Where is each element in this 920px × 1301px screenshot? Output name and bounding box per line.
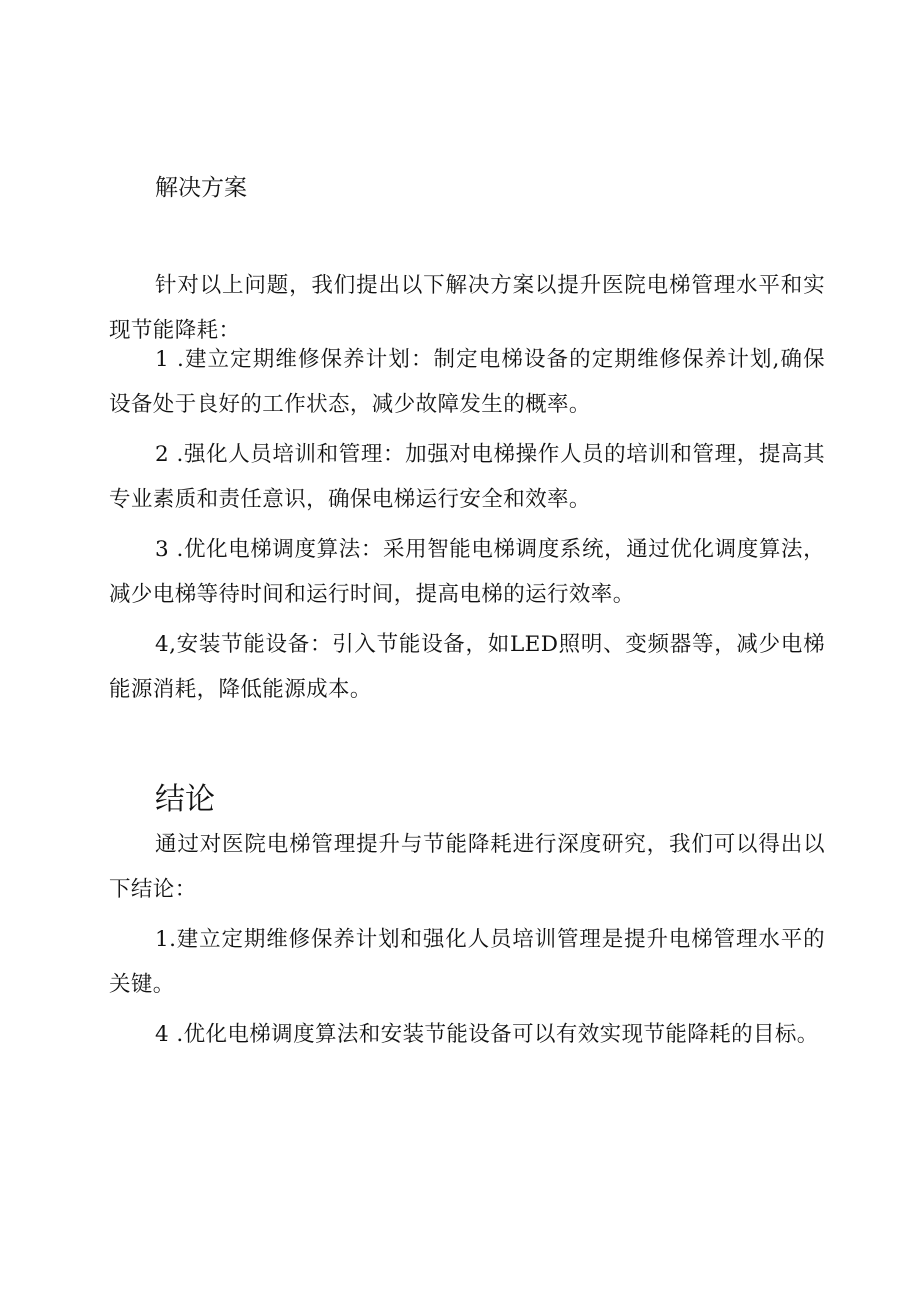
- solution-item-2-number: 2 .: [155, 442, 184, 467]
- conclusion-item-1-number: 1.: [155, 927, 177, 952]
- conclusion-item-2: [109, 1012, 825, 1057]
- conclusion-item-2-text: 优化电梯调度算法和安装节能设备可以有效实现节能降耗的目标。: [183, 1022, 819, 1047]
- solution-item-4-number: 4,: [155, 632, 177, 657]
- conclusion-item-2-number: 4 .: [155, 1022, 184, 1047]
- conclusion-intro-paragraph: 通过对医院电梯管理提升与节能降耗进行深度研究，我们可以得出以下结论：: [109, 832, 825, 902]
- solution-item-4: [109, 622, 825, 712]
- solution-item-2: [109, 432, 825, 522]
- conclusion-item-1: [109, 917, 825, 1007]
- solution-item-3-number: 3 .: [155, 537, 184, 562]
- solution-heading: 解决方案: [155, 175, 247, 201]
- conclusion-item-1-text: 建立定期维修保养计划和强化人员培训管理是提升电梯管理水平的关键。: [109, 927, 825, 997]
- solution-item-3: [109, 527, 825, 617]
- conclusion-heading: 结论: [155, 782, 215, 817]
- solution-item-4-text: 安装节能设备：引入节能设备，如LED照明、变频器等，减少电梯能源消耗，降低能源成本。: [109, 632, 825, 702]
- solution-item-3-text: 优化电梯调度算法：采用智能电梯调度系统，通过优化调度算法，减少电梯等待时间和运行时间，提高电梯的运行效率。: [109, 537, 825, 607]
- solution-intro-paragraph: 针对以上问题，我们提出以下解决方案以提升医院电梯管理水平和实现节能降耗：: [109, 273, 825, 343]
- solution-item-1-text: 建立定期维修保养计划：制定电梯设备的定期维修保养计划,确保设备处于良好的工作状态，减少故障发生的概率。: [109, 347, 825, 417]
- solution-item-2-text: 强化人员培训和管理：加强对电梯操作人员的培训和管理，提高其专业素质和责任意识，确保电梯运行安全和效率。: [109, 442, 825, 512]
- solution-item-1: [109, 337, 825, 427]
- solution-item-1-number: 1 .: [155, 347, 185, 372]
